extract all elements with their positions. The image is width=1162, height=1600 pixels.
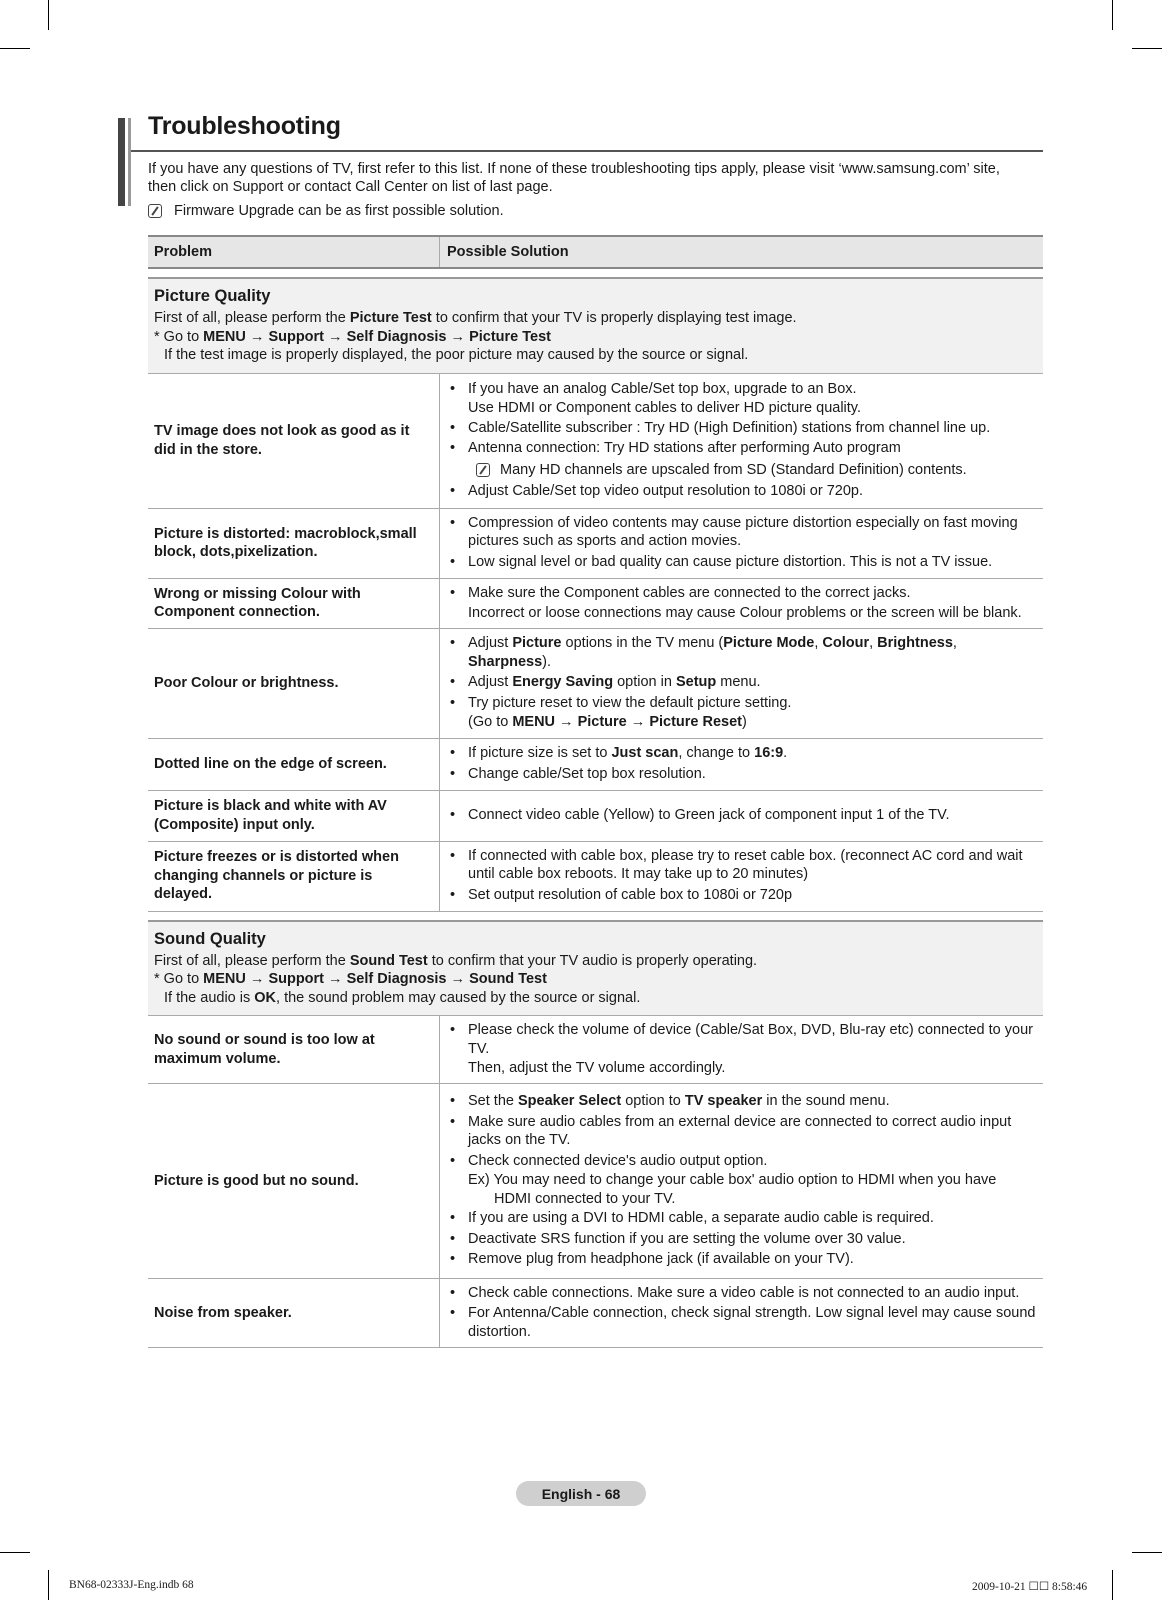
crop-mark bbox=[1132, 1552, 1162, 1553]
solution-cell: • Make sure the Component cables are connected to the correct jacks. Incorrect or loose connections may cause Colour problems or the screen will be blank. bbox=[450, 585, 1022, 621]
table-row bbox=[148, 579, 1043, 629]
problem-cell: No sound or sound is too low at maximum volume. bbox=[148, 1016, 440, 1083]
table-row bbox=[148, 629, 1043, 739]
section-line: * Go to MENU → Support → Self Diagnosis → Picture Test bbox=[154, 328, 551, 345]
table-row bbox=[148, 1016, 1043, 1084]
solution-cell: • If picture size is set to Just scan, change to 16:9. • Change cable/Set top box resolution. bbox=[450, 745, 788, 782]
table-row bbox=[148, 739, 1043, 791]
title-accent-bar bbox=[118, 118, 125, 206]
section-line: First of all, please perform the Picture Test to confirm that your TV is properly displaying test image. bbox=[154, 310, 797, 326]
header-problem: Problem bbox=[148, 237, 440, 267]
print-slug-file: BN68-02333J-Eng.indb 68 bbox=[69, 1579, 194, 1591]
problem-cell: Picture freezes or is distorted when changing channels or picture is delayed. bbox=[148, 842, 440, 911]
problem-cell: Picture is black and white with AV (Composite) input only. bbox=[148, 791, 440, 841]
solution-cell: • Adjust Picture options in the TV menu (Picture Mode, Colour, Brightness, Sharpness). • Adjust Energy Saving option in Setup menu. • Try picture reset to view the default picture setting. (Go to MENU → Picture → Picture Reset) bbox=[450, 635, 957, 731]
solution-cell: • Check cable connections. Make sure a video cable is not connected to an audio input. • For Antenna/Cable connection, check signal strength. Low signal level may cause sound distortion. bbox=[450, 1284, 1036, 1340]
print-slug-date: 2009-10-21 ☐☐ 8:58:46 bbox=[972, 1581, 1088, 1593]
problem-cell: Noise from speaker. bbox=[148, 1279, 440, 1347]
table-row bbox=[148, 842, 1043, 912]
section-line: If the test image is properly displayed, the poor picture may caused by the source or signal. bbox=[164, 347, 749, 363]
table-row bbox=[148, 374, 1043, 509]
problem-cell: Poor Colour or brightness. bbox=[148, 629, 440, 738]
title-accent-bar bbox=[128, 118, 131, 206]
solution-cell: • Please check the volume of device (Cable/Sat Box, DVD, Blu-ray etc) connected to your TV. Then, adjust the TV volume accordingly. bbox=[450, 1022, 1033, 1077]
crop-mark bbox=[1112, 1570, 1113, 1600]
solution-cell: • Compression of video contents may cause picture distortion especially on fast moving pictures such as sports and action movies. • Low signal level or bad quality can cause picture distortion. This is not a TV issue. bbox=[450, 514, 1018, 570]
crop-mark bbox=[48, 0, 49, 30]
table-header bbox=[148, 235, 1043, 269]
page-title: Troubleshooting bbox=[148, 112, 341, 140]
problem-cell: Picture is distorted: macroblock,small block, dots,pixelization. bbox=[148, 509, 440, 578]
page-number-badge: English - 68 bbox=[516, 1481, 646, 1506]
section-line: * Go to MENU → Support → Self Diagnosis → Sound Test bbox=[154, 971, 547, 987]
crop-mark bbox=[0, 48, 30, 49]
section-title: Picture Quality bbox=[154, 287, 271, 305]
table-row bbox=[148, 509, 1043, 579]
header-solution: Possible Solution bbox=[447, 244, 569, 260]
crop-mark bbox=[0, 1552, 30, 1553]
solution-cell: • If connected with cable box, please try to reset cable box. (reconnect AC cord and wait until cable box reboots. It may take up to 20 minutes) • Set output resolution of cable box to 1080i or 720p bbox=[450, 847, 1023, 903]
title-rule bbox=[131, 150, 1043, 152]
intro-text: If you have any questions of TV, first refer to this list. If none of these troubleshooting tips apply, please visit ‘www.samsung.com’ site, then click on Support or contact Call Center on list of last page. bbox=[148, 161, 1000, 195]
problem-cell: TV image does not look as good as it did in the store. bbox=[148, 374, 440, 508]
section-sound-quality bbox=[148, 920, 1043, 1017]
crop-mark bbox=[1132, 48, 1162, 49]
note-text: Firmware Upgrade can be as first possible solution. bbox=[174, 203, 504, 219]
problem-cell: Wrong or missing Colour with Component connection. bbox=[148, 579, 440, 628]
note-icon bbox=[148, 204, 162, 218]
firmware-note bbox=[148, 203, 504, 219]
solution-cell: • If you have an analog Cable/Set top box, upgrade to an Box. Use HDMI or Component cables to deliver HD picture quality. • Cable/Satellite subscriber : Try HD (High Definition) stations from channel line up. • Antenna connection: Try HD stations after performing Auto program Many HD channels are upscaled from SD (Standard Definition) contents. • Adjust Cable/Set top video output resolution to 1080i or 720p. bbox=[450, 380, 991, 499]
table-row bbox=[148, 791, 1043, 842]
section-line: If the audio is OK, the sound problem may caused by the source or signal. bbox=[164, 989, 641, 1006]
table-row bbox=[148, 1279, 1043, 1348]
solution-cell: • Set the Speaker Select option to TV speaker in the sound menu. • Make sure audio cables from an external device are connected to correct audio input jacks on the TV. • Check connected device's audio output option. Ex) You may need to change your cable box' audio option to HDMI when you have HDMI connected to your TV. • If you are using a DVI to HDMI cable, a separate audio cable is required. • Deactivate SRS function if you are setting the volume over 30 value. • Remove plug from headphone jack (if available on your TV). bbox=[450, 1093, 1012, 1268]
troubleshooting-table bbox=[148, 235, 1043, 1348]
problem-cell: Dotted line on the edge of screen. bbox=[148, 739, 440, 790]
solution-cell: • Connect video cable (Yellow) to Green jack of component input 1 of the TV. bbox=[450, 806, 950, 823]
crop-mark bbox=[1112, 0, 1113, 30]
table-row bbox=[148, 1084, 1043, 1279]
section-title: Sound Quality bbox=[154, 929, 266, 948]
section-picture-quality bbox=[148, 277, 1043, 374]
section-line: First of all, please perform the Sound Test to confirm that your TV audio is properly operating. bbox=[154, 952, 758, 969]
note-icon bbox=[476, 463, 490, 477]
problem-cell: Picture is good but no sound. bbox=[148, 1084, 440, 1278]
crop-mark bbox=[48, 1570, 49, 1600]
